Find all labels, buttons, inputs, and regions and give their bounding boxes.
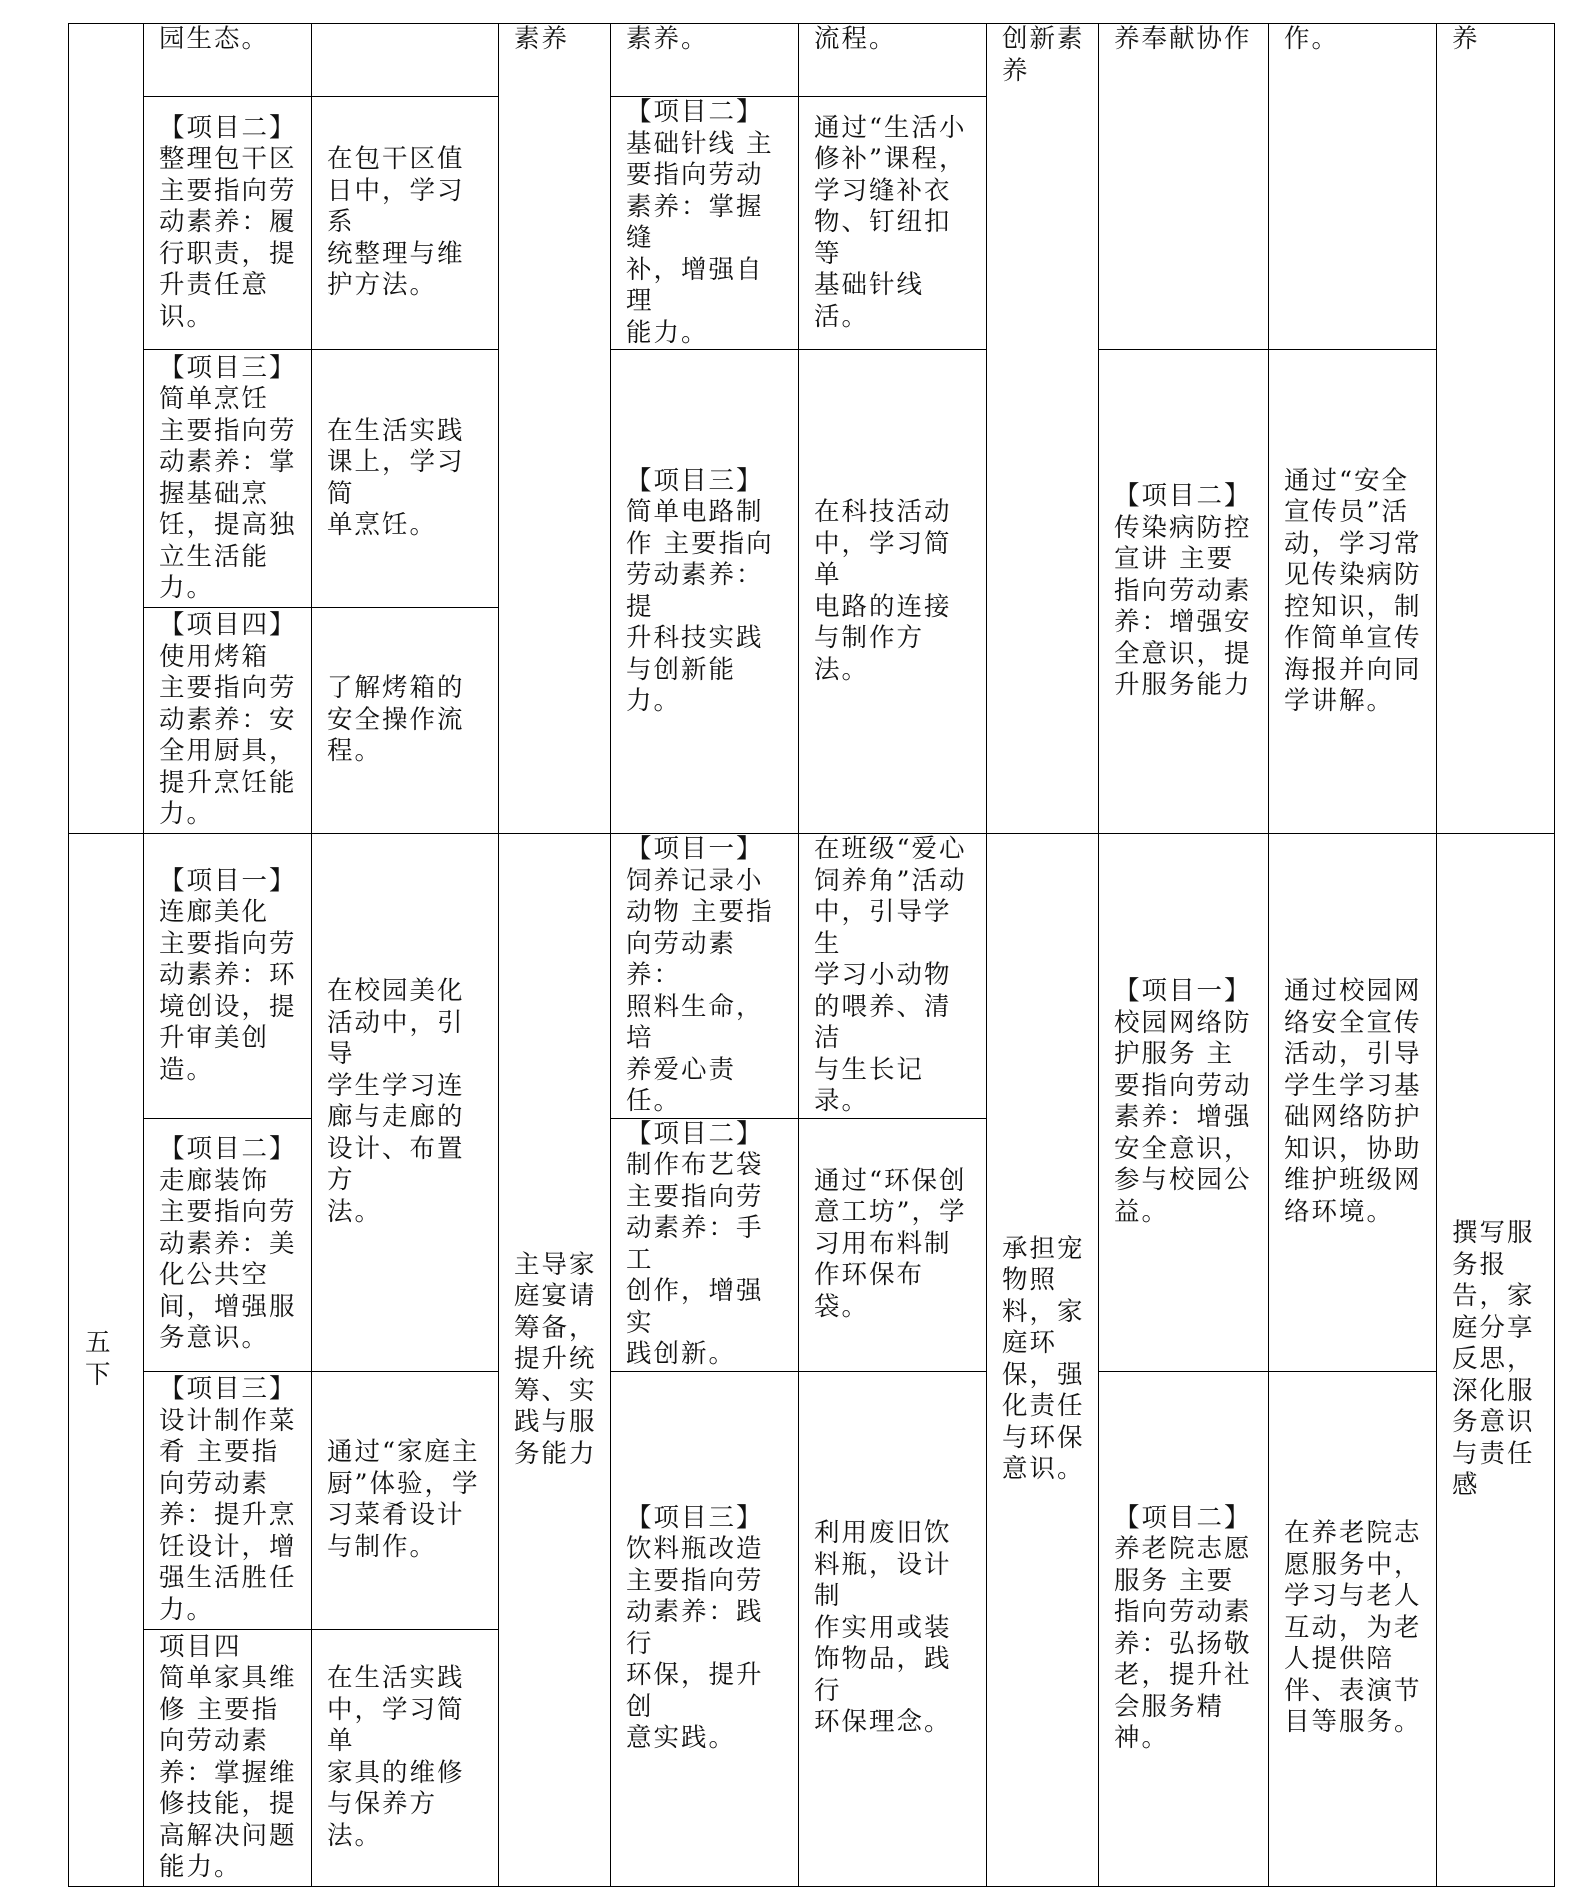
project-cell: 【项目一】 饲养记录小 动物 主要指 向劳动素养： 照料生命，培 养爱心责任。 <box>611 834 799 1119</box>
method-cell: 在包干区值 日中，学习系 统整理与维 护方法。 <box>312 97 499 350</box>
evaluation-cell: 养 <box>1437 24 1555 834</box>
home-goal-cell: 创新素 养 <box>987 24 1099 834</box>
project-cell: 【项目四】 使用烤箱 主要指向劳 动素养：安 全用厨具， 提升烹饪能 力。 <box>144 608 312 834</box>
project-cell: 【项目一】 校园网络防 护服务 主 要指向劳动 素养：增强 安全意识， 参与校园公 益。 <box>1099 834 1269 1372</box>
evaluation-cell: 撰写服 务报 告，家 庭分享 反思， 深化服 务意识 与责任 感 <box>1437 834 1555 1887</box>
project-cell: 【项目二】 传染病防控 宣讲 主要 指向劳动素 养：增强安 全意识，提 升服务能力 <box>1099 350 1269 834</box>
method-cell: 利用废旧饮 料瓶，设计制 作实用或装 饰物品，践行 环保理念。 <box>799 1371 987 1886</box>
method-cell: 通过“生活小 修补”课程， 学习缝补衣 物、钉纽扣等 基础针线活。 <box>799 97 987 350</box>
method-cell: 在班级“爱心 饲养角”活动 中，引导学生 学习小动物 的喂养、清洁 与生长记录。 <box>799 834 987 1119</box>
method-cell: 通过校园网 络安全宣传 活动，引导 学生学习基 础网络防护 知识，协助 维护班级网 络环境。 <box>1269 834 1437 1372</box>
method-cell: 通过“家庭主 厨”体验，学 习菜肴设计 与制作。 <box>312 1371 499 1629</box>
table-row <box>69 24 1555 97</box>
project-cell: 【项目二】 制作布艺袋 主要指向劳 动素养：手工 创作，增强实 践创新。 <box>611 1118 799 1371</box>
project-cell: 【项目二】 基础针线 主 要指向劳动 素养：掌握缝 补，增强自理 能力。 <box>611 97 799 350</box>
project-cell: 【项目三】 简单烹饪 主要指向劳 动素养：掌 握基础烹 饪，提高独 立生活能 力。 <box>144 350 312 608</box>
table-row <box>69 350 1555 608</box>
project-cell: 【项目三】 简单电路制 作 主要指向 劳动素养：提 升科技实践 与创新能力。 <box>611 350 799 834</box>
method-cell: 在养老院志 愿服务中， 学习与老人 互动，为老 人提供陪 伴、表演节 目等服务。 <box>1269 1371 1437 1886</box>
method-cell: 了解烤箱的 安全操作流 程。 <box>312 608 499 834</box>
table-row <box>69 834 1555 1119</box>
grade-cell <box>69 24 144 834</box>
project-cell: 【项目二】 整理包干区 主要指向劳 动素养：履 行职责，提 升责任意 识。 <box>144 97 312 350</box>
project-cell: 【项目二】 养老院志愿 服务 主要 指向劳动素 养：弘扬敬 老，提升社 会服务精 神。 <box>1099 1371 1269 1886</box>
method-cell: 通过“环保创 意工坊”，学 习用布料制 作环保布袋。 <box>799 1118 987 1371</box>
method-cell: 在生活实践 中，学习简单 家具的维修 与保养方法。 <box>312 1629 499 1886</box>
curriculum-table <box>68 23 1555 1887</box>
project-cell: 【项目三】 饮料瓶改造 主要指向劳 动素养：践行 环保，提升创 意实践。 <box>611 1371 799 1886</box>
method-cell: 通过“安全 宣传员”活 动，学习常 见传染病防 控知识，制 作简单宣传 海报并向同 学讲解。 <box>1269 350 1437 834</box>
project-cell: 素养。 <box>611 24 799 97</box>
home-goal-cell: 素养 <box>499 24 611 834</box>
project-cell: 【项目一】 连廊美化 主要指向劳 动素养：环 境创设，提 升审美创 造。 <box>144 834 312 1119</box>
method-cell: 在生活实践 课上，学习简 单烹饪。 <box>312 350 499 608</box>
project-cell: 项目四 简单家具维 修 主要指 向劳动素 养：掌握维 修技能，提 高解决问题 能力。 <box>144 1629 312 1886</box>
home-goal-cell: 承担宠 物照 料，家 庭环 保，强 化责任 与环保 意识。 <box>987 834 1099 1887</box>
project-cell: 养奉献协作 <box>1099 24 1269 350</box>
grade-cell: 五 下 <box>69 834 144 1887</box>
method-cell: 在科技活动 中，学习简单 电路的连接 与制作方法。 <box>799 350 987 834</box>
method-cell <box>312 24 499 97</box>
project-cell: 园生态。 <box>144 24 312 97</box>
method-cell: 流程。 <box>799 24 987 97</box>
method-cell: 在校园美化 活动中，引导 学生学习连 廊与走廊的 设计、布置方 法。 <box>312 834 499 1372</box>
table-row <box>69 1371 1555 1629</box>
home-goal-cell: 主导家 庭宴请 筹备， 提升统 筹、实 践与服 务能力 <box>499 834 611 1887</box>
project-cell: 【项目三】 设计制作菜 肴 主要指 向劳动素 养：提升烹 饪设计，增 强生活胜任 力。 <box>144 1371 312 1629</box>
method-cell: 作。 <box>1269 24 1437 350</box>
project-cell: 【项目二】 走廊装饰 主要指向劳 动素养：美 化公共空 间，增强服 务意识。 <box>144 1118 312 1371</box>
